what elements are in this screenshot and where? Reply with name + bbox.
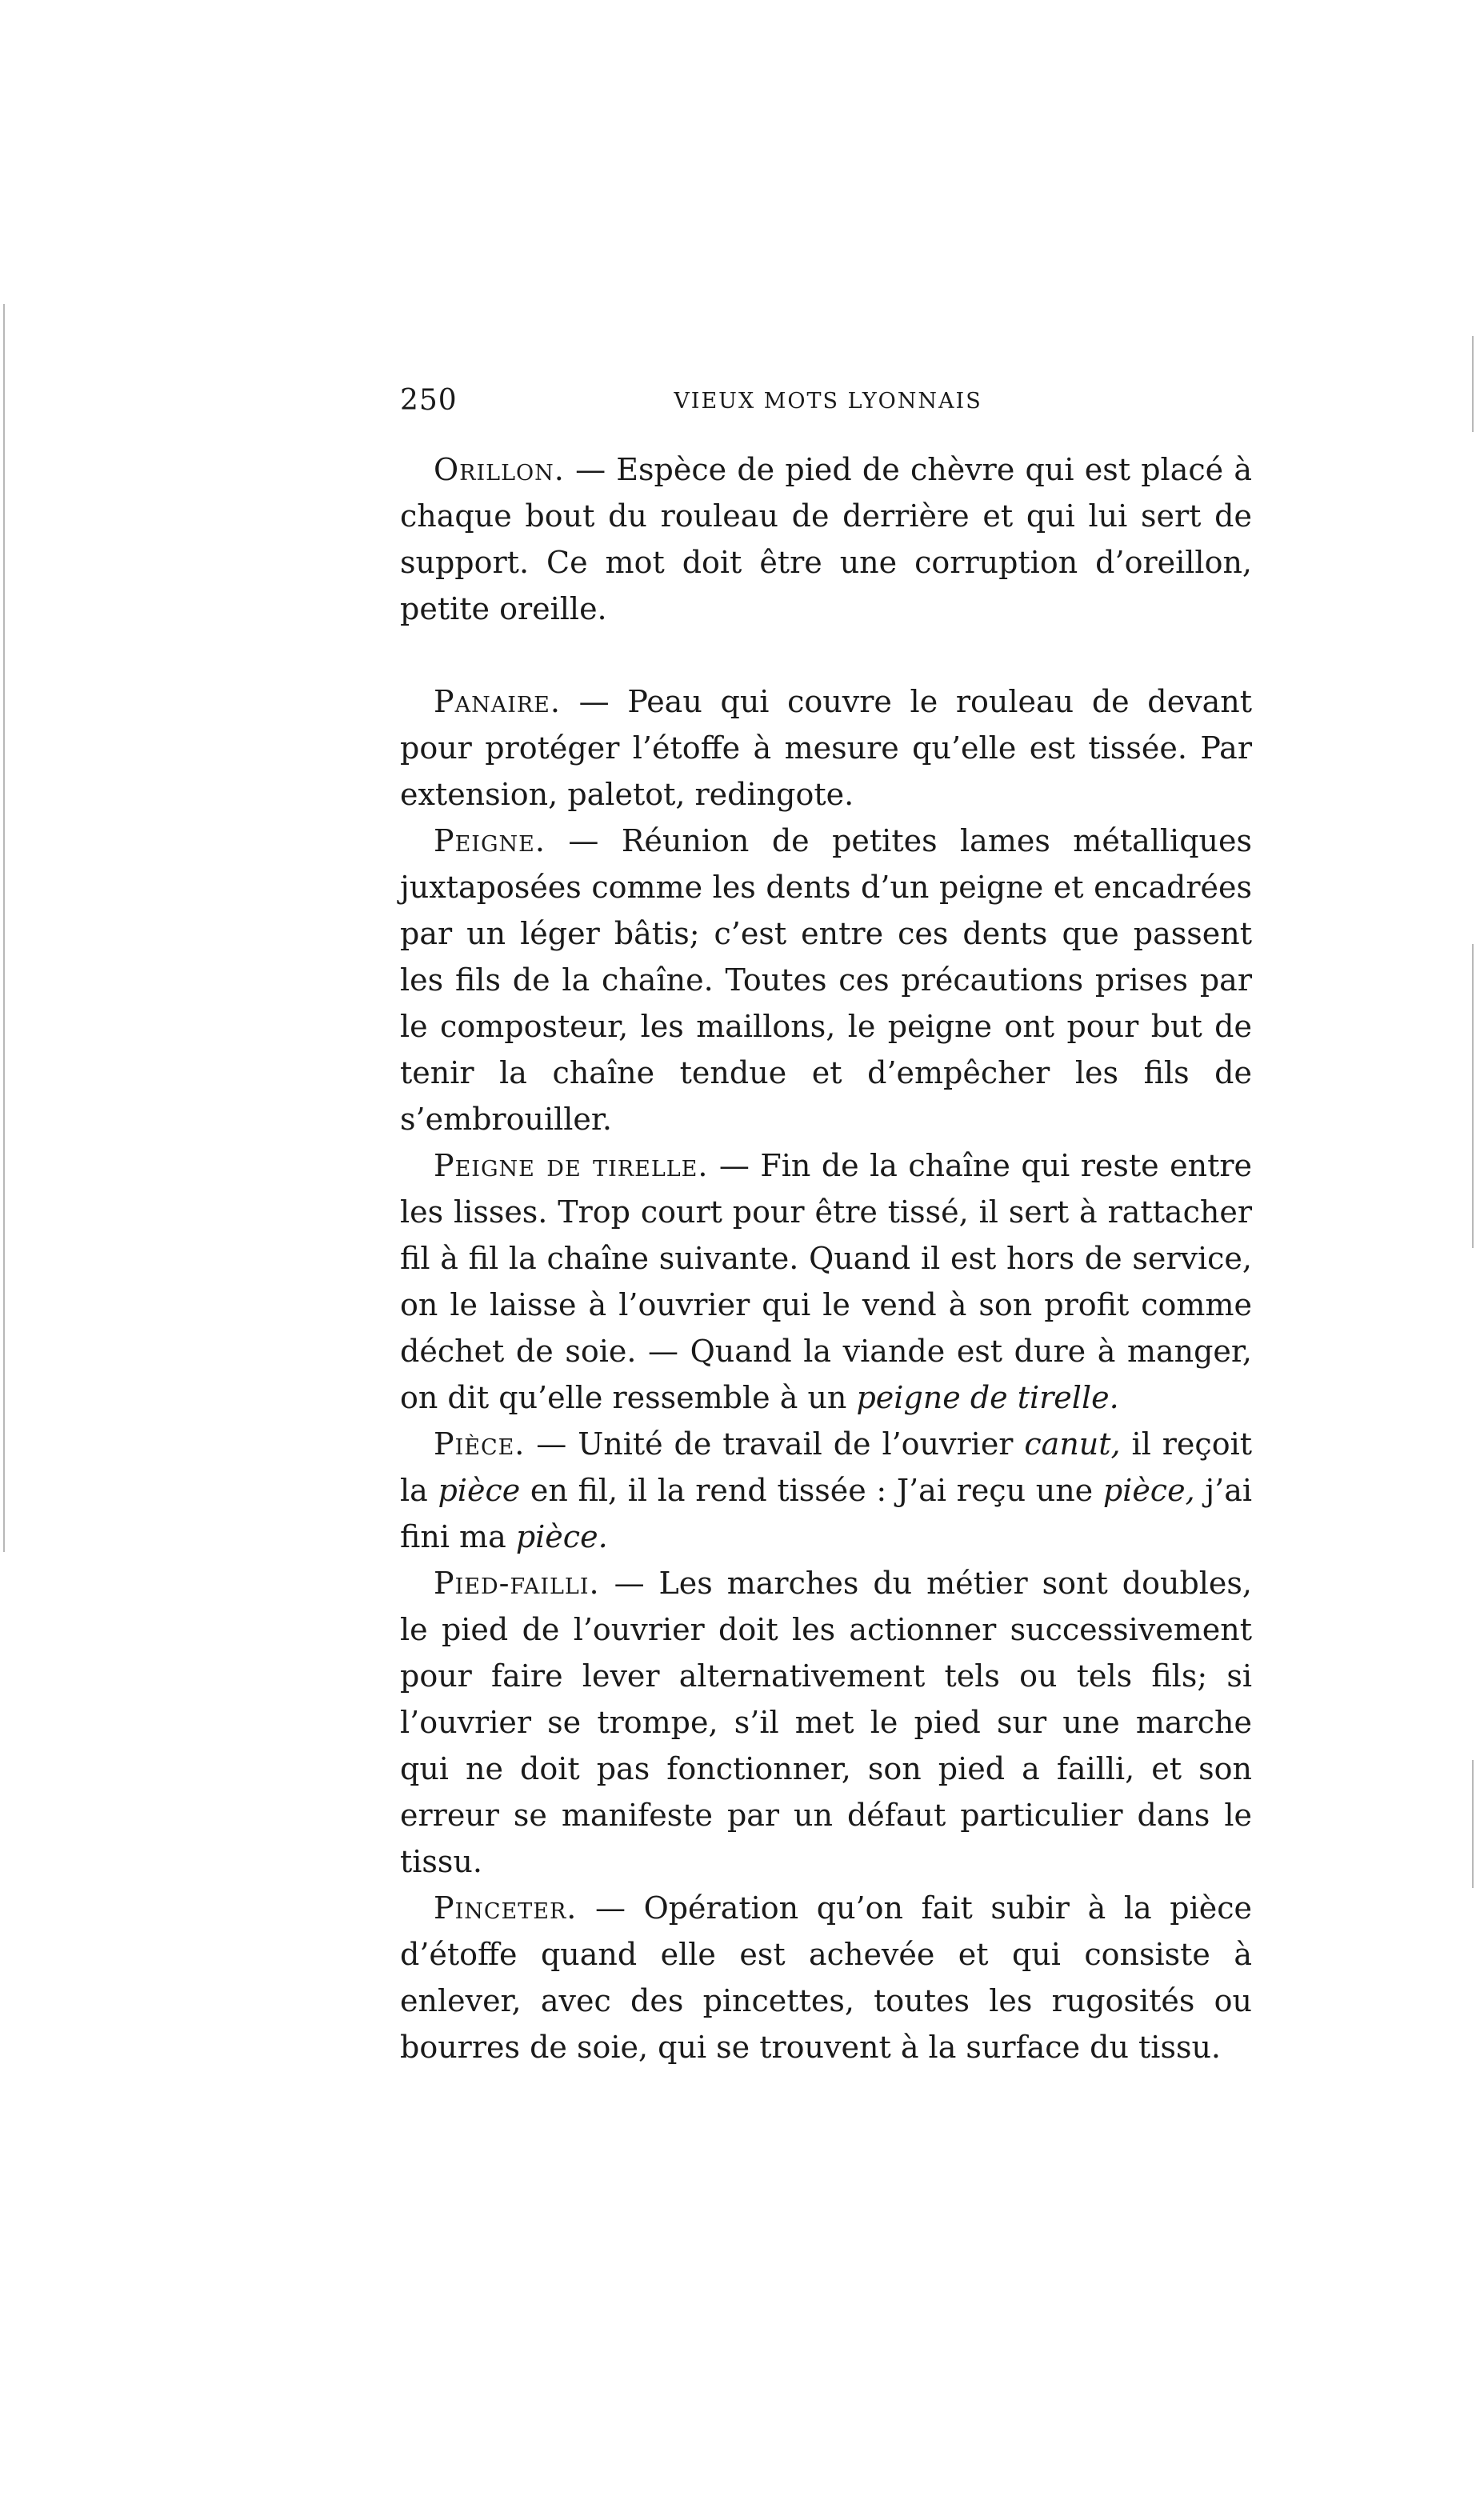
entry-italic-term: pièce: [438, 1473, 521, 1508]
scan-edge-mark: [3, 304, 5, 1552]
entry-definition-part: il reçoit la: [400, 1426, 1253, 1508]
entry-pied-failli: [400, 1560, 1252, 1885]
scan-edge-mark: [1472, 336, 1474, 432]
entry-panaire: [400, 678, 1252, 818]
entry-headword: Pièce.: [434, 1426, 526, 1462]
page-header: [400, 384, 1256, 432]
running-title: VIEUX MOTS LYONNAIS: [674, 389, 982, 414]
entry-orillon: [400, 446, 1252, 632]
page-number: 250: [400, 384, 458, 417]
entry-definition-part: j’ai fini ma: [400, 1473, 1253, 1554]
entry-headword: Peigne de tirelle.: [434, 1148, 709, 1183]
entry-italic-term: pièce.: [515, 1519, 608, 1554]
entry-definition: — Fin de la chaîne qui reste entre les lisses. Trop court pour être tissé, il sert à rattacher fil à fil la chaîne suivante. Quand il est hors de service, on le laisse à l’ouvrier qui le vend à son profit comme déchet de soie. — Quand la viande est dure à manger, on dit qu’elle ressemble à un: [400, 1148, 1252, 1415]
entry-italic-term: pièce,: [1102, 1473, 1195, 1508]
entry-definition-part: — Unité de travail de l’ouvrier: [525, 1426, 1025, 1462]
entry-definition: — Espèce de pied de chèvre qui est placé à chaque bout du rouleau de derrière et qui lui sert de support. Ce mot doit être une corruption d’oreillon, petite oreille.: [400, 452, 1252, 626]
entry-headword: Orillon.: [434, 452, 565, 487]
entry-definition: — Réunion de petites lames métalliques juxtaposées comme les dents d’un peigne et encadrées par un léger bâtis; c’est entre ces dents que passent les fils de la chaîne. Toutes ces précautions prises par le composteur, les maillons, le peigne ont pour but de tenir la chaîne tendue et d’empêcher les fils de s’embrouiller.: [400, 823, 1252, 1137]
entry-pinceter: [400, 1885, 1252, 2070]
entry-headword: Panaire.: [434, 684, 561, 719]
entry-italic-term: canut,: [1024, 1426, 1121, 1462]
entry-headword: Peigne.: [434, 823, 546, 858]
scan-edge-mark: [1472, 1760, 1474, 1888]
entry-piece: [400, 1421, 1252, 1560]
glossary-text: [400, 446, 1252, 2070]
entry-headword: Pinceter.: [434, 1890, 578, 1926]
entry-peigne-de-tirelle: [400, 1142, 1252, 1421]
scan-edge-mark: [1472, 944, 1474, 1248]
entry-headword: Pied-failli.: [434, 1566, 600, 1601]
entry-italic-term: peigne de tirelle.: [856, 1380, 1119, 1415]
entry-definition: — Opération qu’on fait subir à la pièce d’étoffe quand elle est achevée et qui consiste à enlever, avec des pincettes, toutes les rugosités ou bourres de soie, qui se trouvent à la surface du tissu.: [400, 1890, 1252, 2065]
entry-definition-part: en fil, il la rend tissée : J’ai reçu une: [520, 1473, 1103, 1508]
entry-definition: — Peau qui couvre le rouleau de devant pour protéger l’étoffe à mesure qu’elle est tissée. Par extension, paletot, redingote.: [400, 684, 1252, 812]
entry-definition: — Les marches du métier sont doubles, le pied de l’ouvrier doit les actionner successivement pour faire lever alternativement tels ou tels fils; si l’ouvrier se trompe, s’il met le pied sur une marche qui ne doit pas fonctionner, son pied a failli, et son erreur se manifeste par un défaut particulier dans le tissu.: [400, 1566, 1252, 1879]
entry-peigne: [400, 818, 1252, 1142]
